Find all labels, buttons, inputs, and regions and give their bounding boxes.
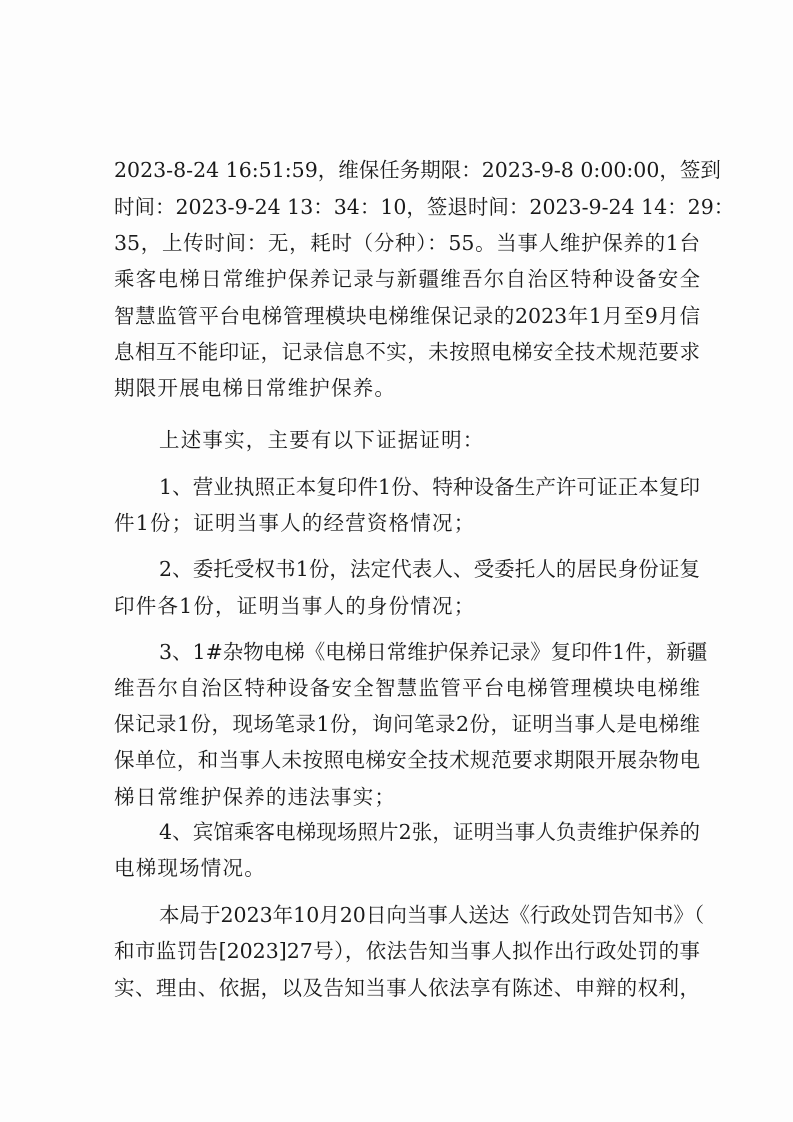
notice-paragraph-line: 本局于2023年10月20日向当事人送达《行政处罚告知书》（ bbox=[159, 903, 705, 927]
evidence-item-1: 1、营业执照正本复印件1份、特种设备生产许可证正本复印 bbox=[159, 475, 700, 499]
evidence-item-3-cont: 保记录1份，现场笔录1份，询问笔录2份，证明当事人是电梯维 bbox=[114, 712, 700, 736]
evidence-item-3-cont: 保单位，和当事人未按照电梯安全技术规范要求期限开展杂物电 bbox=[114, 748, 700, 772]
evidence-item-1-cont: 件1份；证明当事人的经营资格情况； bbox=[114, 511, 476, 535]
evidence-item-4: 4、宾馆乘客电梯现场照片2张，证明当事人负责维护保养的 bbox=[159, 820, 700, 844]
paragraph-line: 乘客电梯日常维护保养记录与新疆维吾尔自治区特种设备安全 bbox=[114, 267, 700, 291]
paragraph-line: 时间：2023-9-24 13：34：10，签退时间：2023-9-24 14：29： bbox=[114, 195, 735, 219]
paragraph-line: 2023-8-24 16:51:59，维保任务期限：2023-9-8 0:00:00，签到 bbox=[114, 158, 721, 182]
evidence-intro: 上述事实，主要有以下证据证明： bbox=[159, 428, 485, 452]
evidence-item-2-cont: 印件各1份，证明当事人的身份情况； bbox=[114, 594, 476, 618]
paragraph-line: 期限开展电梯日常维护保养。 bbox=[114, 376, 397, 400]
evidence-item-4-cont: 电梯现场情况。 bbox=[114, 856, 266, 880]
notice-paragraph-line: 和市监罚告[2023]27号），依法告知当事人拟作出行政处罚的事 bbox=[114, 939, 700, 963]
evidence-item-3: 3、1#杂物电梯《电梯日常维护保养记录》复印件1件，新疆 bbox=[159, 640, 708, 664]
paragraph-line: 35，上传时间：无，耗时（分种）：55。当事人维护保养的1台 bbox=[114, 231, 700, 255]
evidence-item-3-cont: 梯日常维护保养的违法事实； bbox=[114, 785, 397, 809]
notice-paragraph-line: 实、理由、依据，以及告知当事人依法享有陈述、申辩的权利， bbox=[114, 976, 700, 1000]
paragraph-line: 息相互不能印证，记录信息不实，未按照电梯安全技术规范要求 bbox=[114, 340, 700, 364]
paragraph-line: 智慧监管平台电梯管理模块电梯维保记录的2023年1月至9月信 bbox=[114, 304, 700, 328]
evidence-item-3-cont: 维吾尔自治区特种设备安全智慧监管平台电梯管理模块电梯维 bbox=[114, 676, 700, 700]
evidence-item-2: 2、委托受权书1份，法定代表人、受委托人的居民身份证复 bbox=[159, 557, 700, 581]
